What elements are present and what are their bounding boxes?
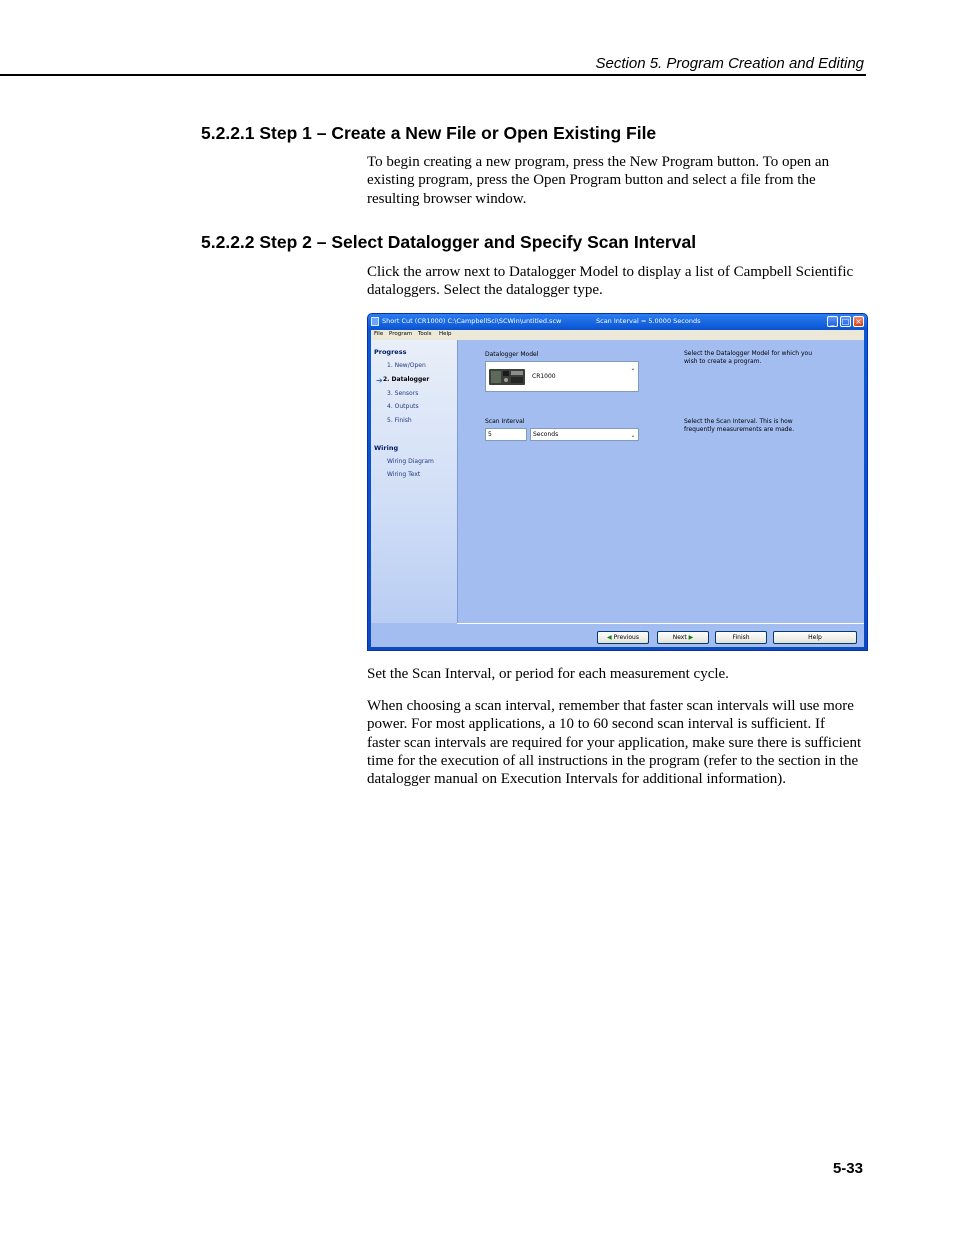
datalogger-model-label: Datalogger Model: [485, 351, 539, 358]
datalogger-model-help: Select the Datalogger Model for which you wish to create a program.: [684, 350, 813, 365]
paragraph-step-1: To begin creating a new program, press the New Program button. To open an existing program, press the Open Program button and select a file from the resulting browser window.: [367, 154, 830, 207]
main-bottom-edge: [457, 623, 864, 624]
finish-button[interactable]: Finish: [715, 631, 767, 644]
arrow-left-icon: ◀: [607, 634, 612, 641]
scan-interval-units-value: Seconds: [533, 431, 559, 438]
page-number: 5-33: [832, 1160, 863, 1177]
current-step-arrow-icon: ➔: [376, 376, 383, 385]
app-icon: [371, 317, 379, 326]
window-titlebar: [368, 314, 867, 330]
help-button[interactable]: Help: [773, 631, 857, 644]
maximize-icon[interactable]: □: [841, 317, 850, 326]
header-rule: [0, 74, 866, 76]
wiring-heading: Wiring: [374, 444, 399, 452]
minimize-icon[interactable]: _: [827, 316, 838, 327]
heading-step-2: 5.2.2.2 Step 2 – Select Datalogger and Specify Scan Interval: [201, 232, 697, 252]
chevron-down-icon[interactable]: ⌄: [630, 365, 636, 372]
wiring-item-text[interactable]: Wiring Text: [387, 471, 421, 478]
datalogger-model-value: CR1000: [532, 373, 556, 380]
scan-interval-help: Select the Scan Interval. This is how frequently measurements are made.: [684, 418, 795, 433]
previous-button[interactable]: [597, 631, 649, 644]
paragraph-select-datalogger: Click the arrow next to Datalogger Model to display a list of Campbell Scientific dataloggers. Select the datalogger type.: [367, 264, 854, 299]
arrow-right-icon: ▶: [688, 634, 694, 641]
progress-panel: [371, 340, 457, 623]
window-title: Short Cut (CR1000) C:\CampbellSci\SCWin\untitled.scw: [382, 317, 562, 325]
progress-item-outputs[interactable]: 4. Outputs: [387, 403, 419, 410]
scan-interval-units-select[interactable]: [530, 428, 639, 441]
chevron-down-icon[interactable]: ⌄: [630, 432, 636, 439]
next-button[interactable]: [657, 631, 709, 644]
running-head: Section 5. Program Creation and Editing: [595, 55, 864, 72]
previous-button-label: Previous: [613, 634, 639, 641]
progress-item-finish[interactable]: 5. Finish: [387, 417, 412, 424]
menu-tools[interactable]: Tools: [418, 331, 432, 337]
scan-interval-status: Scan Interval = 5.0000 Seconds: [596, 317, 701, 325]
progress-item-sensors[interactable]: 3. Sensors: [387, 390, 419, 397]
datalogger-model-select[interactable]: [485, 361, 639, 392]
menu-help[interactable]: Help: [439, 331, 452, 337]
datalogger-image-icon: [488, 366, 526, 388]
close-icon[interactable]: ×: [853, 316, 864, 327]
menu-program[interactable]: Program: [389, 331, 413, 337]
shortcut-window-screenshot: [367, 313, 868, 651]
scan-interval-input[interactable]: 5: [485, 428, 527, 441]
scan-interval-label: Scan Interval: [485, 418, 525, 425]
heading-step-1: 5.2.2.1 Step 1 – Create a New File or Open Existing File: [201, 123, 657, 143]
paragraph-set-scan-interval: Set the Scan Interval, or period for each measurement cycle.: [367, 666, 729, 682]
wiring-item-diagram[interactable]: Wiring Diagram: [387, 458, 434, 465]
progress-item-new-open[interactable]: 1. New/Open: [387, 362, 426, 369]
paragraph-choosing-interval: When choosing a scan interval, remember that faster scan intervals will use more power. For most applications, a 10 to 60 second scan interval is sufficient. If faster scan intervals are required for your application, make sure there is sufficient time for the execution of all instructions in the program (refer to the section in the datalogger manual on Execution Intervals for additional information).: [367, 698, 862, 788]
progress-item-datalogger[interactable]: 2. Datalogger: [383, 376, 430, 383]
window-client: [371, 340, 864, 647]
next-button-label: Next: [672, 634, 687, 641]
panel-divider: [457, 340, 458, 623]
menu-bar: [371, 330, 864, 340]
menu-file[interactable]: File: [374, 331, 384, 337]
progress-heading: Progress: [374, 348, 407, 356]
